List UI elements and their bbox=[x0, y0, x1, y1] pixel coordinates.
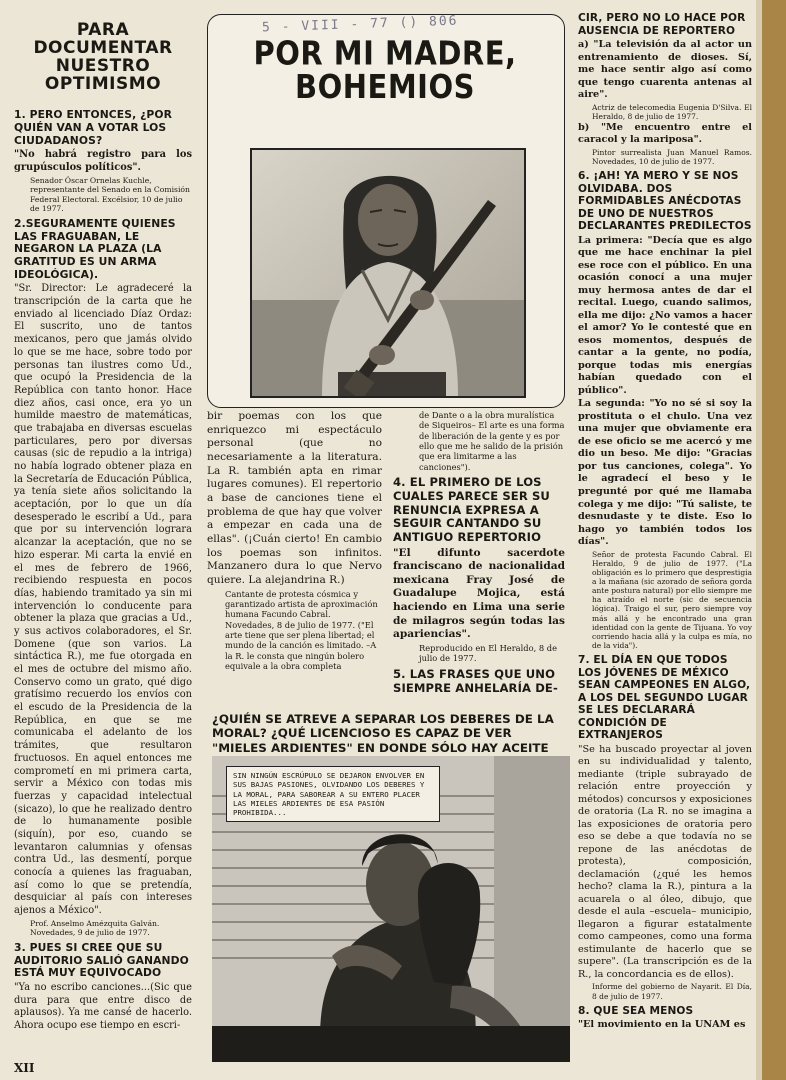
source-3-cont: de Dante o a la obra muralística de Siqueiros– El arte es una forma de liberación de la gente y es por ello que me he salido de la prisión que era limitarme a las canciones"). bbox=[419, 410, 565, 472]
photo-headline: ¿QUIÉN SE ATREVE A SEPARAR LOS DEBERES DE LA MORAL? ¿QUÉ LICENCIOSO ES CAPAZ DE VER "MIELES ARDIENTES" EN DONDE SÓLO HAY ACEITE bbox=[212, 712, 554, 755]
column-right bbox=[578, 12, 752, 1033]
column-middle-right bbox=[393, 410, 565, 697]
source-3: Cantante de protesta cósmica y garantizado artista de aproximación humana Facundo Cabral. Novedades, 8 de julio de 1977. ("El arte tiene que ser plena libertad; el mundo de la canción es limitado. –A la R. le consta que ningún bolero equivale a la obra completa bbox=[225, 588, 378, 672]
heading-1: 1. PERO ENTONCES, ¿POR QUIÉN VAN A VOTAR LOS CIUDADANOS? bbox=[14, 108, 173, 147]
body-3b: bir poemas con los que enriquezco mi espectáculo personal (que no necesariamente a la literatura. La R. también apta en rimar lugares comunes). El repertorio a base de canciones tiene el problema de que hay que volver a empezar en cada una de ellas". (¡Cuán cierto! En cambio los poemas son infinitos. Manzanero dura lo que Nervo quiere. La alejandrina R.) bbox=[207, 410, 382, 586]
heading-5-cont: CIR, PERO NO LO HACE POR AUSENCIA DE REPORTERO bbox=[578, 12, 746, 37]
quote-4: "El difunto sacerdote franciscano de nacionalidad mexicana Fray José de Guadalupe Mojica, está haciendo en Lima una serie de milagros según todas las apariencias". bbox=[393, 546, 565, 641]
anecdote-1: La primera: "Decía que es algo que me hace enchinar la piel ese roce con el público. En una ocasión conocí a una mujer muy hermosa antes de dar el recital. Luego, cuando salimos, ella me dijo: ¿No vamos a hacer el amor? Yo le contesté que en esos momentos, después de cantar a la gente, no podía, porque todas mis energías habían quedado con el público". bbox=[578, 234, 752, 396]
body-2: "Sr. Director: Le agradeceré la transcripción de la carta que he enviado al licenciado Díaz Ordaz: El suscrito, uno de tantos mexicanos, pero que jamás olvido lo que se me hace, sobre todo por personas tan ilustres como Ud., que ocupó la Presidencia de la República con tanto honor. Hace diez años, casi once, era yo un humilde maestro de matemáticas, que trabajaba en diversas escuelas particulares, pero por diversas causas (sic de repudio a la intriga) no había logrado obtener plaza en la Secretaría de Educación Pública, ya tenía siete años solicitando la aceptación, por lo que un día desesperado le escribí a Ud., para que por su intervención lograra alcanzar la aceptación, que no se hizo esperar. Mi carta la envié en el mes de febrero de 1966, recibiendo respuesta en pocos días, habiendo tramitado ya sin mi intervención lo conducente para obtener la plaza que gracias a Ud., y sus activos colaboradores, el Sr. Domene (que son varios. La sintáctica R.), me fue otorgada en el mes de octubre del mismo año. Conservo como un grato, qué digo gratísimo recuerdo los envíos con el escudo de la Presidencia de la República, en que se me comunicaba el adelanto de los trámites, que resultaron fructuosos. En aquel entonces me comprometí en mi primera carta, servir a México con todas mis fuerzas y capacidad intelectual (sicazo), lo que he realizado dentro de lo humanamente posible (siquín), por eso, cuando se levantaron calumnias y ofensas contra Ud., las desmentí, porque conocía a quienes las fraguaban, así como lo que se pretendía, desquiciar al país con intereses ajenos a México". bbox=[14, 283, 192, 917]
body-3a: "Ya no escribo canciones...(Sic que dura para que entre disco de aplausos). Ya me cansé de hacerlo. Ahora ocupo ese tiempo en escri- bbox=[14, 981, 192, 1031]
source-4: Reproducido en El Heraldo, 8 de julio de 1977. bbox=[419, 643, 557, 664]
page-edge-binding bbox=[762, 0, 786, 1080]
heading-6: 6. ¡AH! YA MERO Y SE NOS OLVIDABA. DOS FORMIDABLES ANÉCDOTAS DE UNO DE NUESTROS DECLARANTES PREDILECTOS bbox=[578, 170, 752, 233]
body-7: "Se ha buscado proyectar al joven en su individualidad y talento, mediante (triple subrayado de relación entre proyección y métodos) concursos y exposiciones de oratoria (La R. no se imagina a las exposiciones de oratoria pero eso se debe a que todavía no se repone de las anécdotas de protesta), composición, declamación (¿qué les hemos hecho? clama la R.), pintura a la acuarela o al óleo, dibujo, que desde el aula –escuela– municipio, llegaron a figurar estatalmente como campeones, como una forma estimulante de hacerlo que se supere". (La transcripción es de la R., la concordancia es de ellos). bbox=[578, 743, 752, 980]
source-5b: Pintor surrealista Juan Manuel Ramos. Novedades, 10 de julio de 1977. bbox=[592, 147, 752, 167]
portrait-photo bbox=[250, 148, 526, 398]
quote-5a: a) "La televisión da al actor un entrenamiento de dioses. Sí, me hace sentir algo así como que tengo cuarenta antenas al aire". bbox=[578, 39, 752, 101]
source-5a: Actriz de telecomedia Eugenia D'Silva. El Heraldo, 8 de julio de 1977. bbox=[592, 102, 752, 121]
page-number: XII bbox=[14, 1061, 35, 1075]
portrait-illustration bbox=[252, 150, 524, 396]
photo-caption-box: SIN NINGÚN ESCRÚPULO SE DEJARON ENVOLVER EN SUS BAJAS PASIONES, OLVIDANDO LOS DEBERES Y LA MORAL, PARA SABOREAR A SU ENTERO PLACER LAS MIELES ARDIENTES DE ESA PASIÓN PROHIBIDA... bbox=[226, 766, 440, 822]
heading-4: 4. EL PRIMERO DE LOS CUALES PARECE SER SU RENUNCIA EXPRESA A SEGUIR CANTANDO SU ANTIGUO REPERTORIO bbox=[393, 475, 550, 544]
heading-3: 3. PUES SI CREE QUE SU AUDITORIO SALIÓ GANANDO ESTÁ MUY EQUIVOCADO bbox=[14, 940, 189, 980]
source-7: Informe del gobierno de Nayarit. El Día, 8 de julio de 1977. bbox=[592, 982, 752, 1001]
source-6: Señor de protesta Facundo Cabral. El Heraldo, 9 de julio de 1977. ("La obligación es lo primero que desprestigia a la mañana (sic azorado de señora gorda ante postura natural) por ello siempre me ha atraído el norte (sic de secuencia lógica). Traigo el sur, pero siempre voy más allá y he encontrado una gran identidad con la gente de Tijuana. Yo voy corriendo hacia allá y la culpa es mía, no de la vida"). bbox=[592, 549, 752, 650]
source-1: Senador Óscar Ornelas Kuchle, representante del Senado en la Comisión Federal Electoral. Excélsior, 10 de julio de 1977. bbox=[30, 175, 190, 214]
section-title: PARA DOCUMENTAR NUESTRO OPTIMISMO bbox=[33, 20, 173, 94]
heading-8: 8. QUE SEA MENOS bbox=[578, 1004, 694, 1017]
headline: POR MI MADRE, BOHEMIOS bbox=[253, 34, 517, 107]
source-2: Prof. Anselmo Amézquita Galván. Novedades, 9 de julio de 1977. bbox=[30, 918, 160, 938]
heading-2: 2.SEGURAMENTE QUIENES LAS FRAGUABAN, LE NEGARON LA PLAZA (LA GRATITUD ES UN ARMA IDEOLÓGICA). bbox=[14, 217, 176, 281]
column-middle-left bbox=[207, 410, 382, 672]
anecdote-2: La segunda: "Yo no sé si soy la prostituta o el chulo. Una vez una mujer que obviamente era de ese oficio se me acercó y me dio un beso. Me dijo: "Gracias por tus canciones, colega". Yo le agradecí el beso y le pregunté por qué me llamaba colega y me dijo: "Tú saliste, te desnudaste y te diste. Eso lo hago yo también todos los días". bbox=[578, 398, 752, 548]
archive-stamp: 5 - VIII - 77 () 806 bbox=[261, 13, 459, 36]
quote-1: "No habrá registro para los grupúsculos políticos". bbox=[14, 149, 192, 174]
heading-7: 7. EL DÍA EN QUE TODOS LOS JÓVENES DE MÉXICO SEAN CAMPEONES EN ALGO, A LOS DEL SEGUNDO LUGAR SE LES DECLARARÁ CONDICIÓN DE EXTRANJEROS bbox=[578, 654, 751, 742]
column-left bbox=[14, 22, 192, 1034]
quote-8: "El movimiento en la UNAM es bbox=[578, 1019, 746, 1031]
heading-5: 5. LAS FRASES QUE UNO SIEMPRE ANHELARÍA DE- bbox=[393, 666, 558, 695]
quote-5b: b) "Me encuentro entre el caracol y la mariposa". bbox=[578, 121, 752, 146]
